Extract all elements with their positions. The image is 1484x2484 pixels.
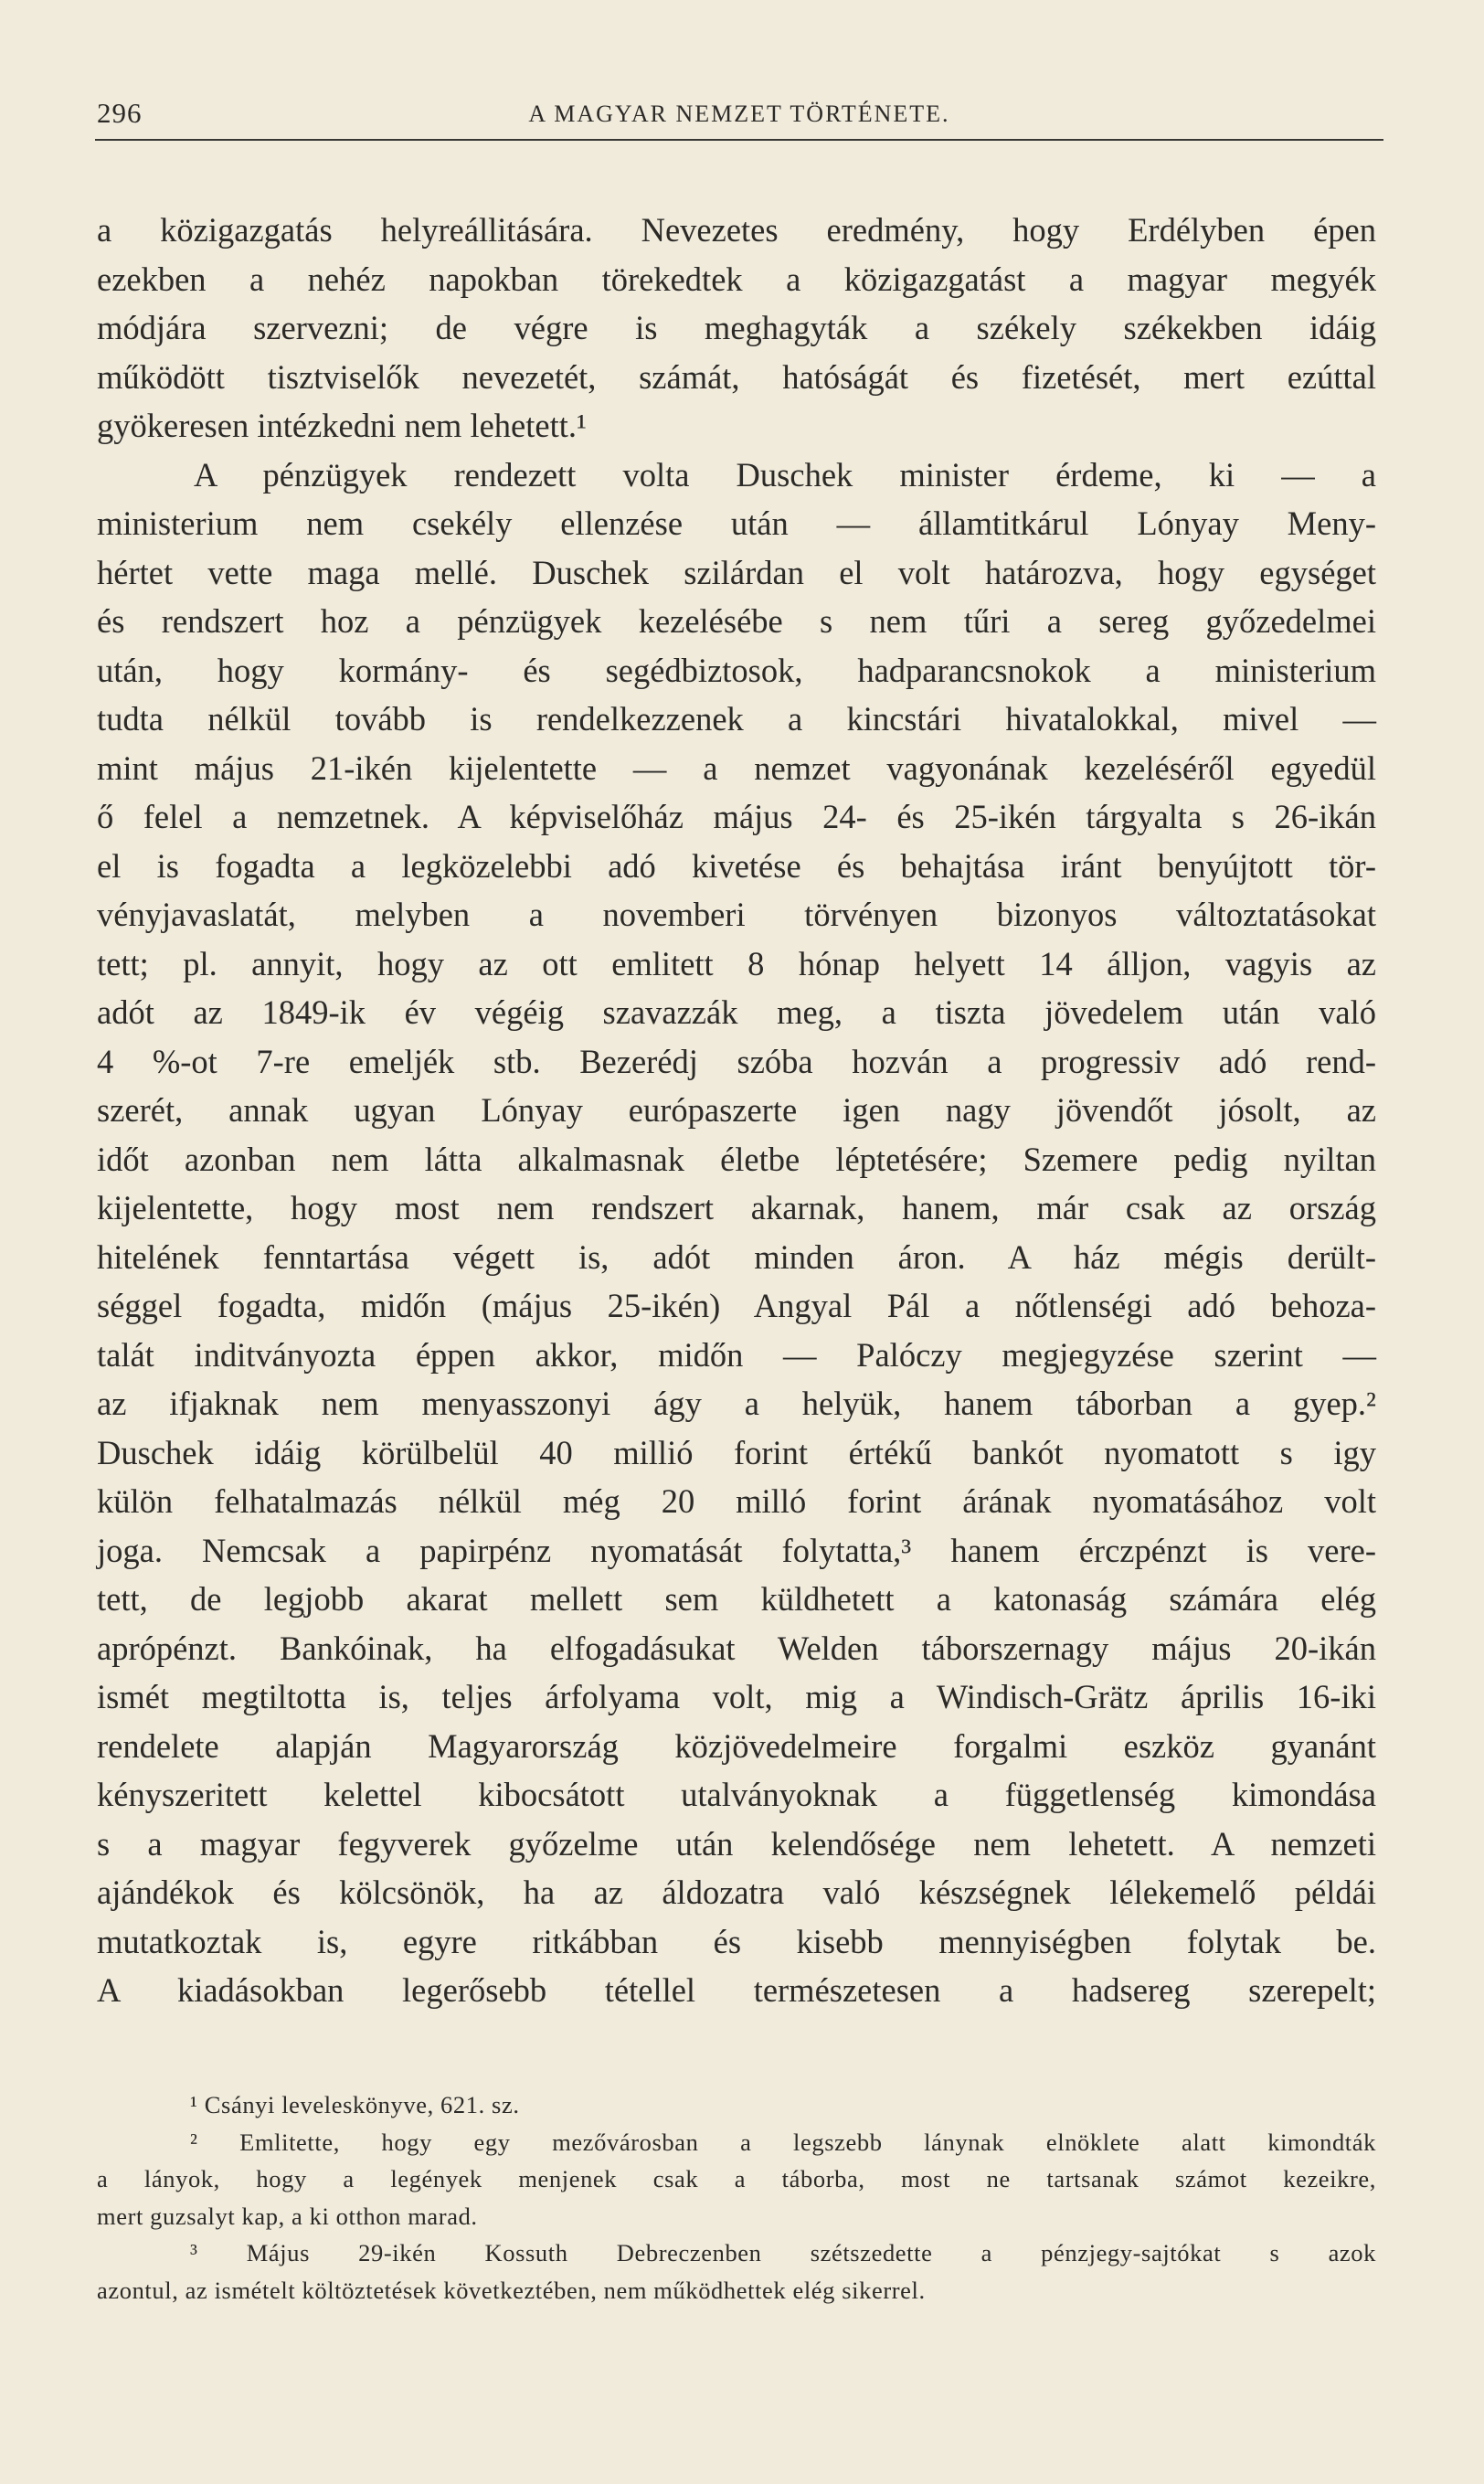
footnote-2: ² Emlitette, hogy egy mezővárosban a legszebb lánynak elnöklete alatt kimondták: [190, 2128, 1376, 2156]
text-line: kényszeritett kelettel kibocsátott utalványoknak a függetlenség kimondása: [97, 1776, 1376, 1813]
body-text: [97, 206, 1376, 2015]
footnote-3: ³ Május 29-ikén Kossuth Debreczenben szétszedette a pénzjegy-sajtókat s azok: [190, 2239, 1376, 2266]
text-line: ismét megtiltotta is, teljes árfolyama volt, mig a Windisch-Grätz április 16-iki: [97, 1678, 1376, 1715]
text-line: időt azonban nem látta alkalmasnak életbe léptetésére; Szemere pedig nyiltan: [97, 1140, 1376, 1178]
text-line: gyökeresen intézkedni nem lehetett.¹: [97, 407, 587, 444]
text-line: tett, de legjobb akarat mellett sem küldhetett a katonaság számára elég: [97, 1580, 1376, 1618]
text-line: vényjavaslatát, melyben a novemberi törvényen bizonyos változtatásokat: [97, 896, 1376, 933]
text-line: ezekben a nehéz napokban törekedtek a közigazgatást a magyar megyék: [97, 260, 1376, 298]
text-line: s a magyar fegyverek győzelme után kelendősége nem lehetett. A nemzeti: [97, 1824, 1376, 1863]
text-line: ministerium nem csekély ellenzése után — államtitkárul Lónyay Meny-: [97, 504, 1376, 542]
text-line: ő felel a nemzetnek. A képviselőház május 24- és 25-ikén tárgyalta s 26-ikán: [97, 798, 1376, 835]
footnotes: [97, 2086, 1376, 2309]
text-line: adót az 1849-ik év végéig szavazzák meg, a tiszta jövedelem után való: [97, 993, 1376, 1031]
text-line: módjára szervezni; de végre is meghagyták a székely székekben idáig: [97, 309, 1376, 346]
text-line: szerét, annak ugyan Lónyay európaszerte igen nagy jövendőt jósolt, az: [97, 1091, 1376, 1129]
text-line: után, hogy kormány- és segédbiztosok, hadparancsnokok a ministerium: [97, 651, 1376, 689]
text-line: hitelének fenntartása végett is, adót minden áron. A ház mégis derült-: [97, 1237, 1376, 1276]
text-line: a közigazgatás helyreállitására. Nevezetes eredmény, hogy Erdélyben épen: [97, 211, 1376, 249]
text-line: az ifjaknak nem menyasszonyi ágy a helyük, hanem táborban a gyep.²: [97, 1385, 1376, 1422]
text-line: mint május 21-ikén kijelentette — a nemzet vagyonának kezeléséről egyedül: [97, 748, 1376, 787]
text-line: és rendszert hoz a pénzügyek kezelésébe s nem tűri a sereg győzedelmei: [97, 602, 1376, 640]
footnote-1: ¹ Csányi leveleskönyve, 621. sz.: [190, 2091, 520, 2118]
text-line: el is fogadta a legközelebbi adó kivetése és behajtása iránt benyújtott tör-: [97, 846, 1376, 885]
text-line: tudta nélkül tovább is rendelkezzenek a kincstári hivatalokkal, mivel —: [97, 700, 1376, 738]
paragraph-start-line: A pénzügyek rendezett volta Duschek minister érdeme, ki — a: [194, 455, 1376, 494]
text-line: joga. Nemcsak a papirpénz nyomatását folytatta,³ hanem érczpénzt is vere-: [97, 1531, 1376, 1569]
text-line: kijelentette, hogy most nem rendszert akarnak, hanem, már csak az ország: [97, 1189, 1376, 1226]
running-title: A MAGYAR NEMZET TÖRTÉNETE.: [528, 101, 950, 127]
text-line: külön felhatalmazás nélkül még 20 milló forint árának nyomatásához volt: [97, 1482, 1376, 1520]
footnote-line: mert guzsalyt kap, a ki otthon marad.: [97, 2202, 478, 2230]
text-line: rendelete alapján Magyarország közjövedelmeire forgalmi eszköz gyanánt: [97, 1726, 1376, 1765]
text-line: aprópénzt. Bankóinak, ha elfogadásukat Welden táborszernagy május 20-ikán: [97, 1629, 1376, 1667]
footnote-line: a lányok, hogy a legények menjenek csak a táborba, most ne tartsanak számot kezeikre,: [97, 2165, 1376, 2192]
text-line: tett; pl. annyit, hogy az ott emlitett 8 hónap helyett 14 álljon, vagyis az: [97, 944, 1376, 982]
text-line: talát inditványozta éppen akkor, midőn — Palóczy megjegyzése szerint —: [97, 1335, 1376, 1374]
page-header: [95, 95, 1383, 141]
text-line: mutatkoztak is, egyre ritkábban és kisebb mennyiségben folytak be.: [97, 1922, 1376, 1960]
text-line: ajándékok és kölcsönök, ha az áldozatra való készségnek lélekemelő példái: [97, 1874, 1376, 1911]
text-line: A kiadásokban legerősebb tétellel természetesen a hadsereg szerepelt;: [97, 1971, 1376, 2009]
page-number: 296: [97, 97, 143, 129]
text-line: Duschek idáig körülbelül 40 millió forint értékű bankót nyomatott s igy: [97, 1433, 1376, 1471]
footnote-line: azontul, az ismételt költöztetések következtében, nem működhettek elég sikerrel.: [97, 2276, 926, 2304]
text-line: hértet vette maga mellé. Duschek szilárdan el volt határozva, hogy egységet: [97, 553, 1376, 591]
text-line: 4 %-ot 7-re emeljék stb. Bezerédj szóba hozván a progressiv adó rend-: [97, 1042, 1376, 1080]
text-line: működött tisztviselők nevezetét, számát, hatóságát és fizetését, mert ezúttal: [97, 357, 1376, 396]
text-line: séggel fogadta, midőn (május 25-ikén) Angyal Pál a nőtlenségi adó behoza-: [97, 1287, 1376, 1324]
